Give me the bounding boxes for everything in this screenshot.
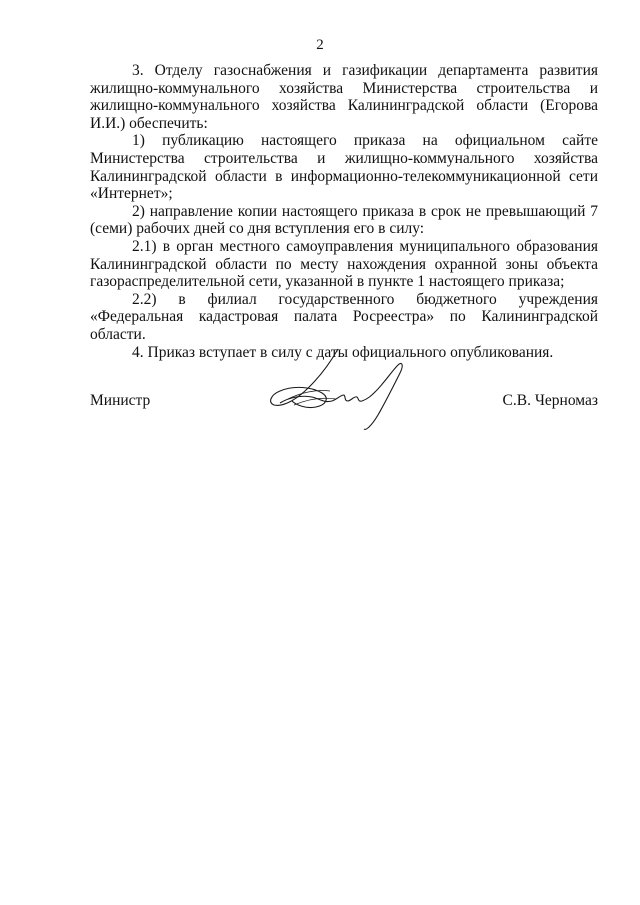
document-body [90, 62, 598, 361]
paragraph-3-2: 2) направление копии настоящего приказа в срок не превышающий 7 (семи) рабочих дней со дня вступления его в силу: [90, 202, 598, 238]
signer-name: С.В. Черномаз [502, 392, 598, 409]
paragraph-3-2-1: 2.1) в орган местного самоуправления муниципального образования Калининградской области по месту нахождения охранной зоны объекта газораспределительной сети, указанной в пункте 1 настоящего приказа; [90, 237, 598, 291]
paragraph-3-2-2: 2.2) в филиал государственного бюджетного учреждения «Федеральная кадастровая палата Росреестра» по Калининградской области. [90, 290, 598, 343]
signature-block [90, 385, 598, 445]
paragraph-3: 3. Отделу газоснабжения и газификации департамента развития жилищно-коммунального хозяйства Министерства строительства и жилищно-коммунального хозяйства Калининградской области (Егорова И.И.) обеспечить: [90, 62, 598, 132]
paragraph-3-1: 1) публикацию настоящего приказа на официальном сайте Министерства строительства и жилищно-коммунального хозяйства Калининградской области в информационно-телекоммуникационной сети «Интернет»; [90, 132, 598, 203]
page-number: 2 [316, 37, 324, 53]
signer-position: Министр [90, 392, 151, 409]
paragraph-4: 4. Приказ вступает в силу с даты официального опубликования. [132, 343, 554, 361]
handwritten-signature [260, 345, 410, 435]
